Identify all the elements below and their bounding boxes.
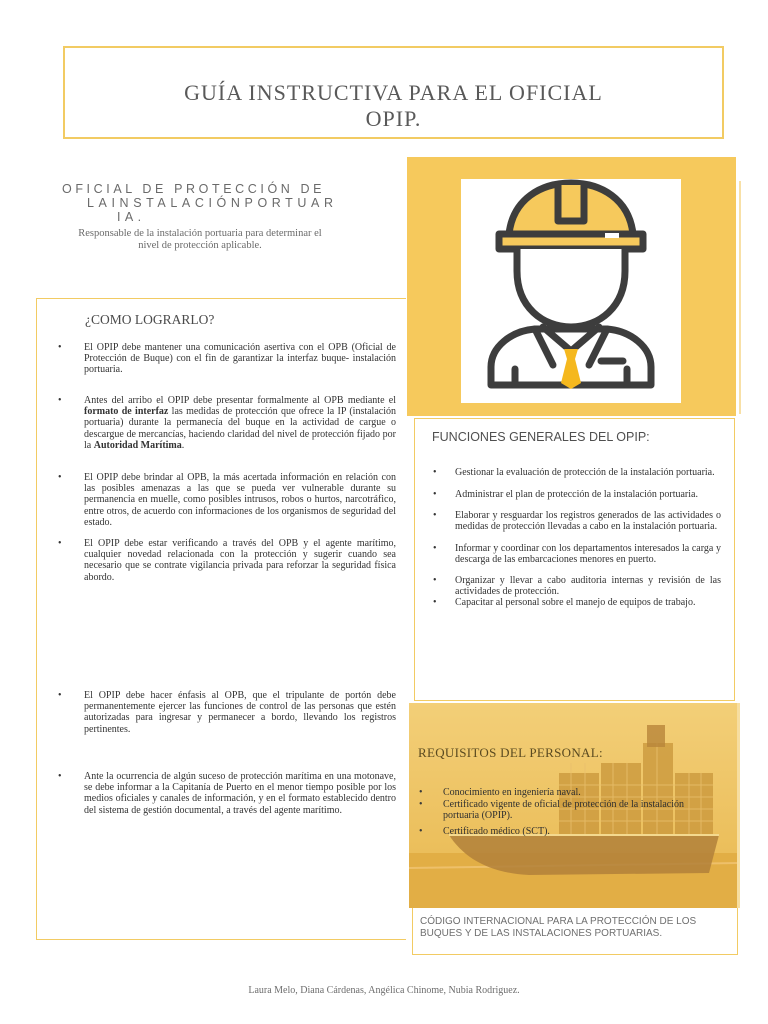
- how-item-3: El OPIP debe brindar al OPB, la más acertada información en relación con las posibles amenazas a las que se pueda ver vulnerable durante su permanencia en muelle, como posibles intrusos, robos o hurtos, narcotráfico, entre otros, de acuerdo con informaciones de los organismos de seguridad del estado.: [84, 472, 396, 528]
- bullet: •: [433, 597, 437, 608]
- requirement-item-3: Certificado médico (SCT).: [443, 826, 550, 837]
- function-item-1: Gestionar la evaluación de protección de la instalación portuaria.: [455, 467, 715, 478]
- how-heading: ¿COMO LOGRARLO?: [85, 312, 215, 327]
- how-item-1: El OPIP debe mantener una comunicación asertiva con el OPB (Oficial de Protección de Buque) con el fin de garantizar la interfaz buque- instalación portuaria.: [84, 342, 396, 376]
- bullet: •: [419, 787, 423, 798]
- bullet: •: [433, 543, 437, 554]
- panel-edge: [737, 703, 740, 908]
- bullet: •: [433, 575, 437, 586]
- function-item-2: Administrar el plan de protección de la instalación portuaria.: [455, 489, 698, 500]
- requirement-item-2: Certificado vigente de oficial de protección de la instalación portuaria (OPIP).: [443, 799, 685, 822]
- construction-worker-icon: [461, 179, 681, 403]
- code-note: CÓDIGO INTERNACIONAL PARA LA PROTECCIÓN DE LOS BUQUES Y DE LAS INSTALACIONES PORTUARIAS.: [420, 916, 697, 939]
- page-title-line1: GUÍA INSTRUCTIVA PARA EL OFICIAL: [184, 80, 603, 105]
- function-item-5: Organizar y llevar a cabo auditoria internas y revisión de las actividades de protección.: [455, 575, 721, 598]
- role-title-line3: IA.: [117, 210, 146, 224]
- bullet: •: [433, 489, 437, 500]
- bold-term: formato de interfaz: [84, 406, 169, 418]
- bullet: •: [419, 826, 423, 837]
- function-item-6: Capacitar al personal sobre el manejo de equipos de trabajo.: [455, 597, 696, 608]
- title-box: [63, 46, 724, 139]
- bullet: •: [58, 690, 62, 701]
- requirement-item-1: Conocimiento en ingeniería naval.: [443, 787, 581, 798]
- how-item-2: Antes del arribo el OPIP debe presentar formalmente al OPB mediante el formato de interfaz las medidas de protección que ofrece la IP (instalación portuaria) durante la permanecía del buque en la actividad de cargue o descargue de mercancías, haciendo claridad del nivel de protección fijado por la Autoridad Marítima.: [84, 395, 396, 451]
- role-title-line2: LAINSTALACIÓNPORTUAR: [87, 196, 338, 210]
- bullet: •: [433, 510, 437, 521]
- bullet: •: [433, 467, 437, 478]
- how-item-4: El OPIP debe estar verificando a través del OPB y el agente marítimo, cualquier novedad relacionada con la protección y sugerir cuando sea necesario que se contrate vigilancia privada para reforzar la seguridad física abordo.: [84, 538, 396, 583]
- bold-term: Autoridad Marítima: [93, 439, 182, 451]
- bullet: •: [58, 395, 62, 406]
- bullet: •: [58, 538, 62, 549]
- panel-edge: [736, 181, 741, 414]
- bullet: •: [58, 771, 62, 782]
- how-item-6: Ante la ocurrencia de algún suceso de protección marítima en una motonave, se debe informar a la Capitanía de Puerto en el menor tiempo posible por los medios oficiales y canales de información, y en el formato establecido dentro del sistema de gestión documental, a través del agente marítimo.: [84, 771, 396, 816]
- requirements-heading: REQUISITOS DEL PERSONAL:: [418, 745, 603, 760]
- bullet: •: [419, 799, 423, 810]
- role-description: Responsable de la instalación portuaria para determinar el nivel de protección aplicable.: [78, 228, 322, 251]
- bullet: •: [58, 472, 62, 483]
- role-title-line1: OFICIAL DE PROTECCIÓN DE: [62, 182, 326, 196]
- function-item-4: Informar y coordinar con los departamentos interesados la carga y descarga de las embarcaciones menores en puerto.: [455, 543, 721, 566]
- function-item-3: Elaborar y resguardar los registros generados de las actividades o medidas de protección llevadas a cabo en la instalación portuaria.: [455, 510, 721, 533]
- how-item-5: El OPIP debe hacer énfasis al OPB, que el tripulante de portón debe permanentemente ejercer las funciones de control de las personas que estén autorizadas para ingresar y permanecer a bordo, llevando los registros pertinentes.: [84, 690, 396, 735]
- page-title-line2: OPIP.: [365, 106, 422, 131]
- authors-footer: Laura Melo, Diana Cárdenas, Angélica Chinome, Nubia Rodriguez.: [248, 985, 520, 996]
- functions-heading: FUNCIONES GENERALES DEL OPIP:: [432, 430, 650, 444]
- bullet: •: [58, 342, 62, 353]
